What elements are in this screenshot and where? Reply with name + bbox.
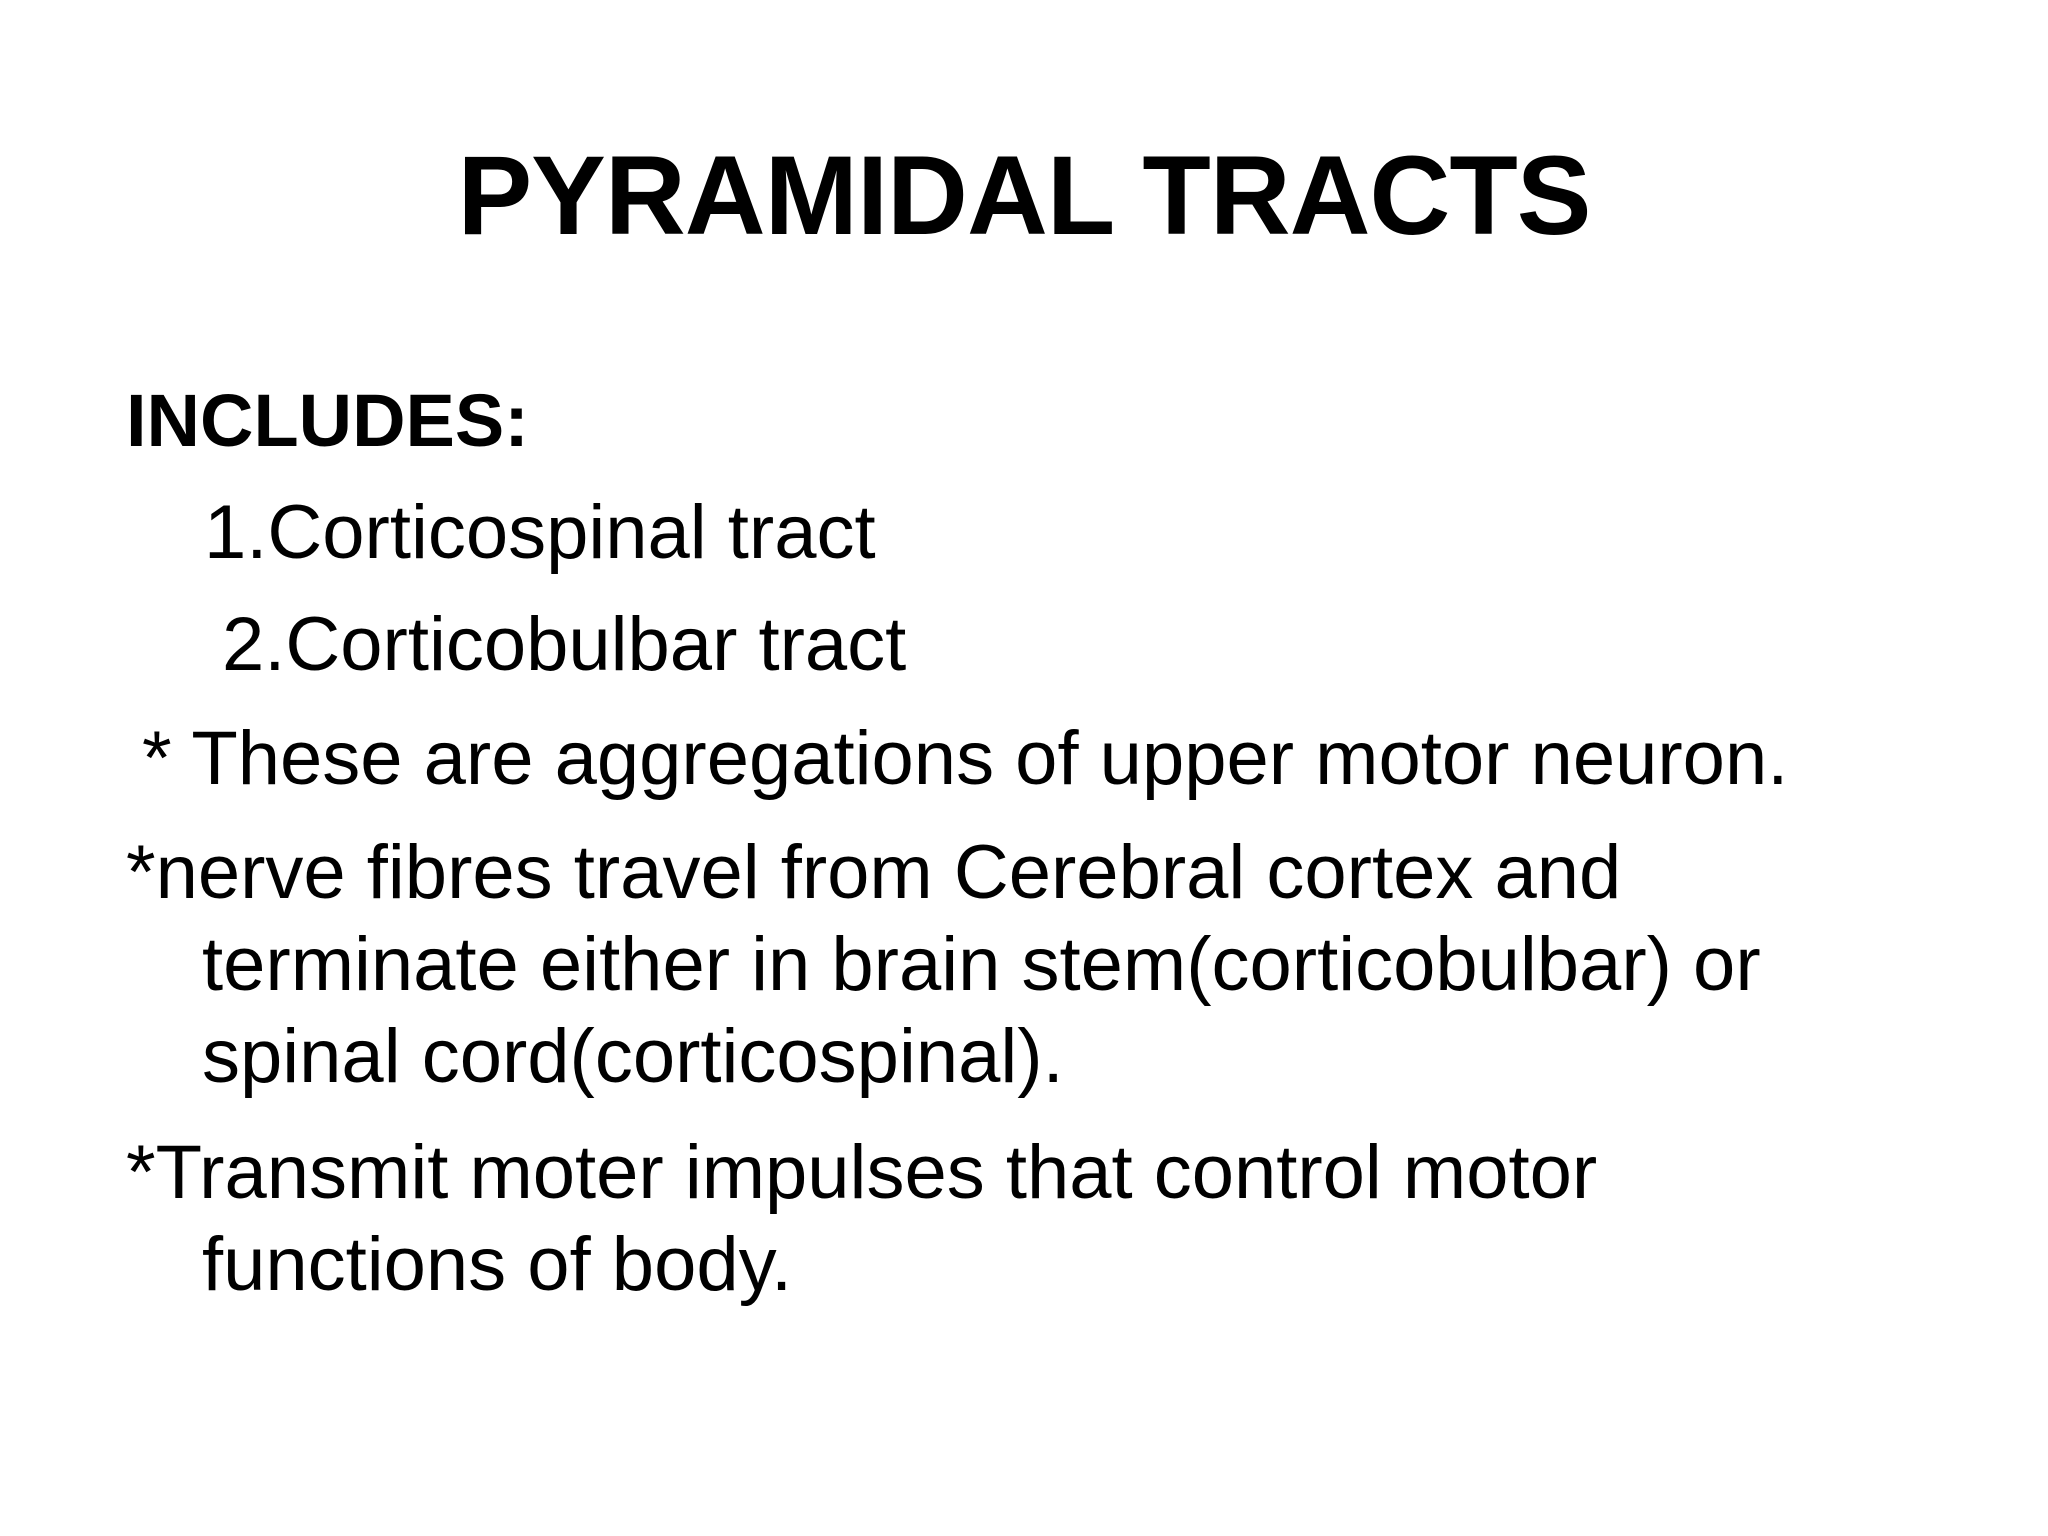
bullet-transmit-line-1: *Transmit moter impulses that control motor: [126, 1130, 1598, 1215]
bullet-transmit-line-2: functions of body.: [202, 1222, 793, 1307]
list-item-corticobulbar: 2.Corticobulbar tract: [222, 602, 907, 687]
includes-heading: INCLUDES:: [126, 379, 529, 462]
bullet-nerve-fibres-line-1: *nerve fibres travel from Cerebral cortex and: [126, 830, 1622, 915]
bullet-nerve-fibres-line-3: spinal cord(corticospinal).: [202, 1014, 1064, 1099]
bullet-nerve-fibres-line-2: terminate either in brain stem(corticobulbar) or: [202, 922, 1761, 1007]
list-item-corticospinal: 1.Corticospinal tract: [204, 490, 876, 575]
bullet-upper-motor-neuron: * These are aggregations of upper motor neuron.: [142, 716, 1789, 801]
slide-title: PYRAMIDAL TRACTS: [457, 133, 1591, 258]
